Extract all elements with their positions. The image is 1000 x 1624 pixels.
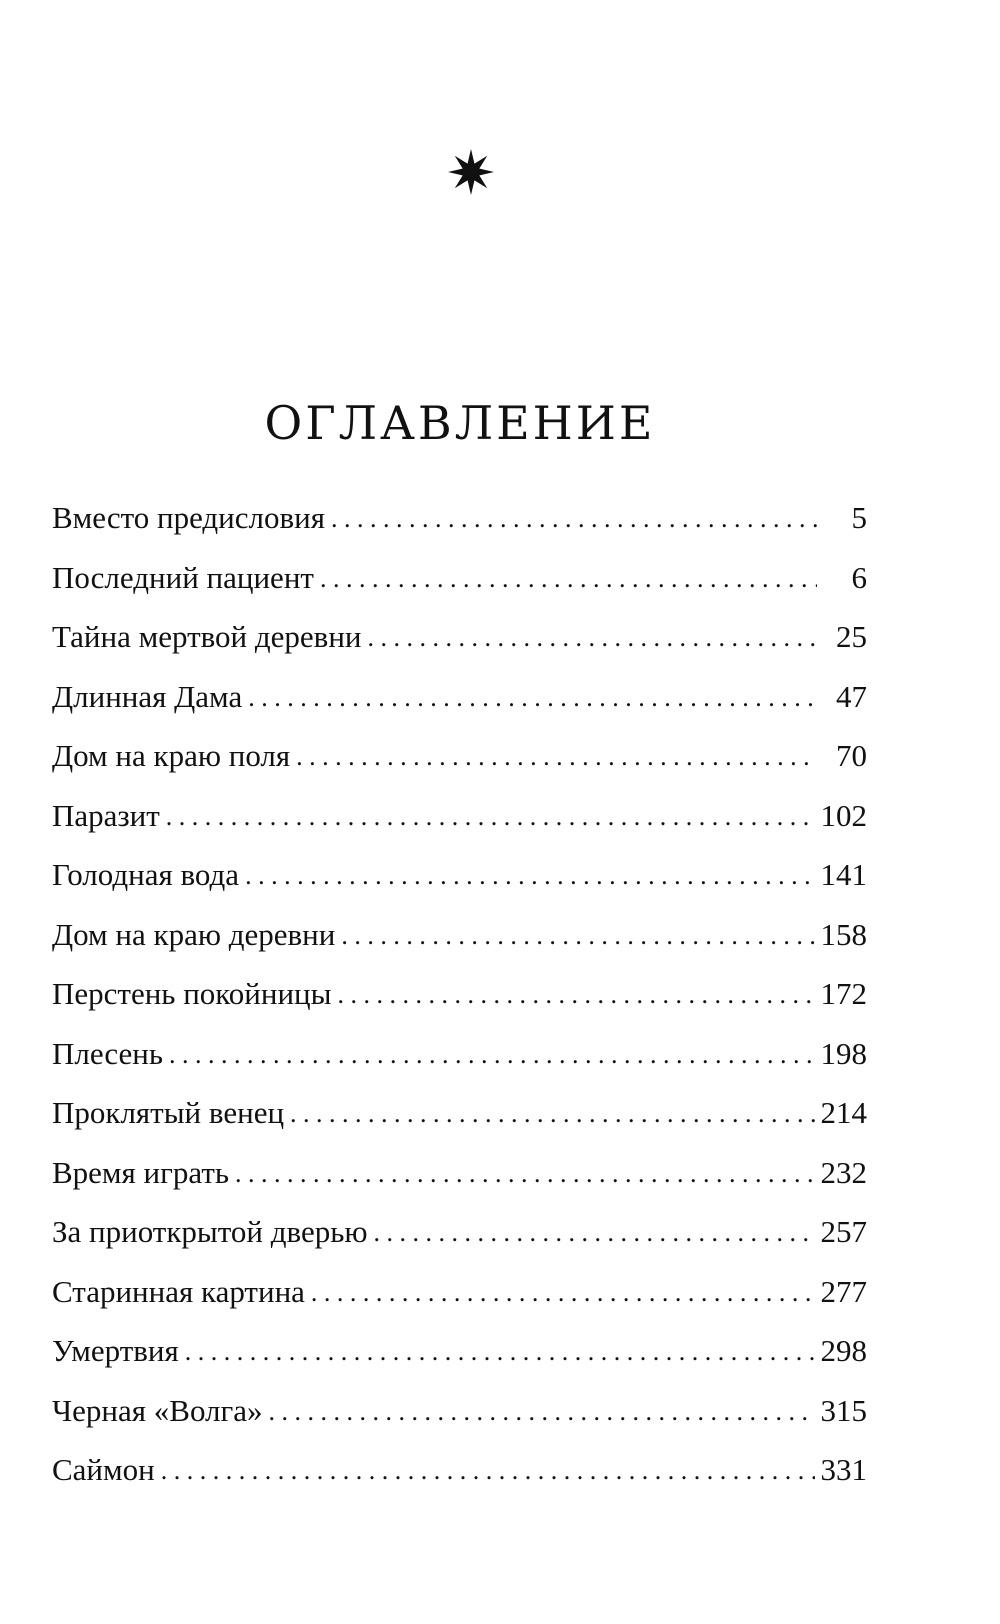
toc-entry[interactable]	[52, 617, 867, 677]
toc-entry[interactable]	[52, 1331, 867, 1391]
toc-entry-page: 158	[820, 916, 867, 952]
toc-entry[interactable]	[52, 915, 867, 975]
toc-entry-title: Умертвия	[52, 1333, 179, 1368]
toc-entry[interactable]	[52, 855, 867, 915]
toc-entry-page: 198	[820, 1035, 867, 1071]
toc-entry-title: Старинная картина	[52, 1273, 305, 1309]
toc-entry-page: 315	[820, 1392, 867, 1428]
toc-entry[interactable]	[52, 1391, 867, 1451]
toc-entry[interactable]	[52, 498, 867, 558]
toc-entry[interactable]	[52, 1272, 867, 1332]
toc-entry-page: 232	[820, 1154, 867, 1190]
toc-entry-title: Саймон	[52, 1452, 155, 1487]
toc-entry-page: 47	[836, 678, 867, 714]
toc-entry[interactable]	[52, 1093, 867, 1153]
toc-entry[interactable]	[52, 736, 867, 796]
dot-leader	[296, 737, 817, 777]
dot-leader	[320, 559, 817, 599]
toc-entry-page: 257	[820, 1214, 867, 1249]
dot-leader	[166, 797, 815, 837]
toc-entry-title: Длинная Дама	[52, 678, 243, 714]
toc-entry-page: 172	[820, 976, 867, 1011]
dot-leader	[268, 1392, 814, 1432]
dot-leader	[169, 1035, 814, 1075]
toc-entry-page: 6	[851, 559, 867, 595]
toc-entry-page: 70	[836, 738, 867, 773]
toc-entry[interactable]	[52, 974, 867, 1034]
toc-entry-title: Черная «Волга»	[52, 1392, 263, 1428]
toc-entry[interactable]	[52, 558, 867, 618]
toc-entry-page: 25	[836, 619, 867, 654]
toc-entry-title: Время играть	[52, 1154, 230, 1190]
toc-entry-page: 141	[820, 857, 867, 892]
dot-leader	[311, 1273, 815, 1313]
toc-entry-page: 214	[820, 1095, 867, 1130]
toc-entry-title: Дом на краю деревни	[52, 916, 336, 952]
toc-entry[interactable]	[52, 796, 867, 856]
dot-leader	[368, 618, 817, 658]
toc-entry[interactable]	[52, 1034, 867, 1094]
page-title: ОГЛАВЛЕНИЕ	[264, 396, 656, 450]
toc-entry-title: Тайна мертвой деревни	[52, 619, 362, 654]
dot-leader	[185, 1332, 815, 1372]
dot-leader	[331, 499, 817, 539]
toc-entry-page: 277	[820, 1273, 867, 1309]
toc-entry-title: Последний пациент	[52, 559, 314, 595]
eight-point-star-icon	[446, 147, 496, 197]
toc-entry-title: Вместо предисловия	[52, 500, 325, 535]
toc-entry[interactable]	[52, 1212, 867, 1272]
dot-leader	[337, 975, 814, 1015]
toc-entry-title: Перстень покойницы	[52, 976, 332, 1011]
toc-entry-title: Плесень	[52, 1035, 164, 1071]
table-of-contents	[52, 498, 867, 1510]
toc-entry-title: Паразит	[52, 797, 160, 833]
dot-leader	[374, 1213, 815, 1253]
toc-entry-page: 331	[820, 1452, 867, 1487]
toc-entry-title: Дом на краю поля	[52, 738, 291, 773]
toc-entry[interactable]	[52, 1153, 867, 1213]
toc-entry-page: 5	[851, 500, 867, 535]
dot-leader	[245, 856, 814, 896]
dot-leader	[248, 678, 817, 718]
dot-leader	[161, 1451, 815, 1491]
dot-leader	[290, 1094, 814, 1134]
toc-entry-page: 298	[820, 1333, 867, 1368]
toc-entry-title: За приоткрытой дверью	[52, 1214, 368, 1249]
dot-leader	[235, 1154, 814, 1194]
toc-entry-title: Проклятый венец	[52, 1095, 285, 1130]
toc-entry[interactable]	[52, 1450, 867, 1510]
toc-entry[interactable]	[52, 677, 867, 737]
dot-leader	[341, 916, 814, 956]
toc-entry-title: Голодная вода	[52, 857, 240, 892]
toc-entry-page: 102	[820, 797, 867, 833]
